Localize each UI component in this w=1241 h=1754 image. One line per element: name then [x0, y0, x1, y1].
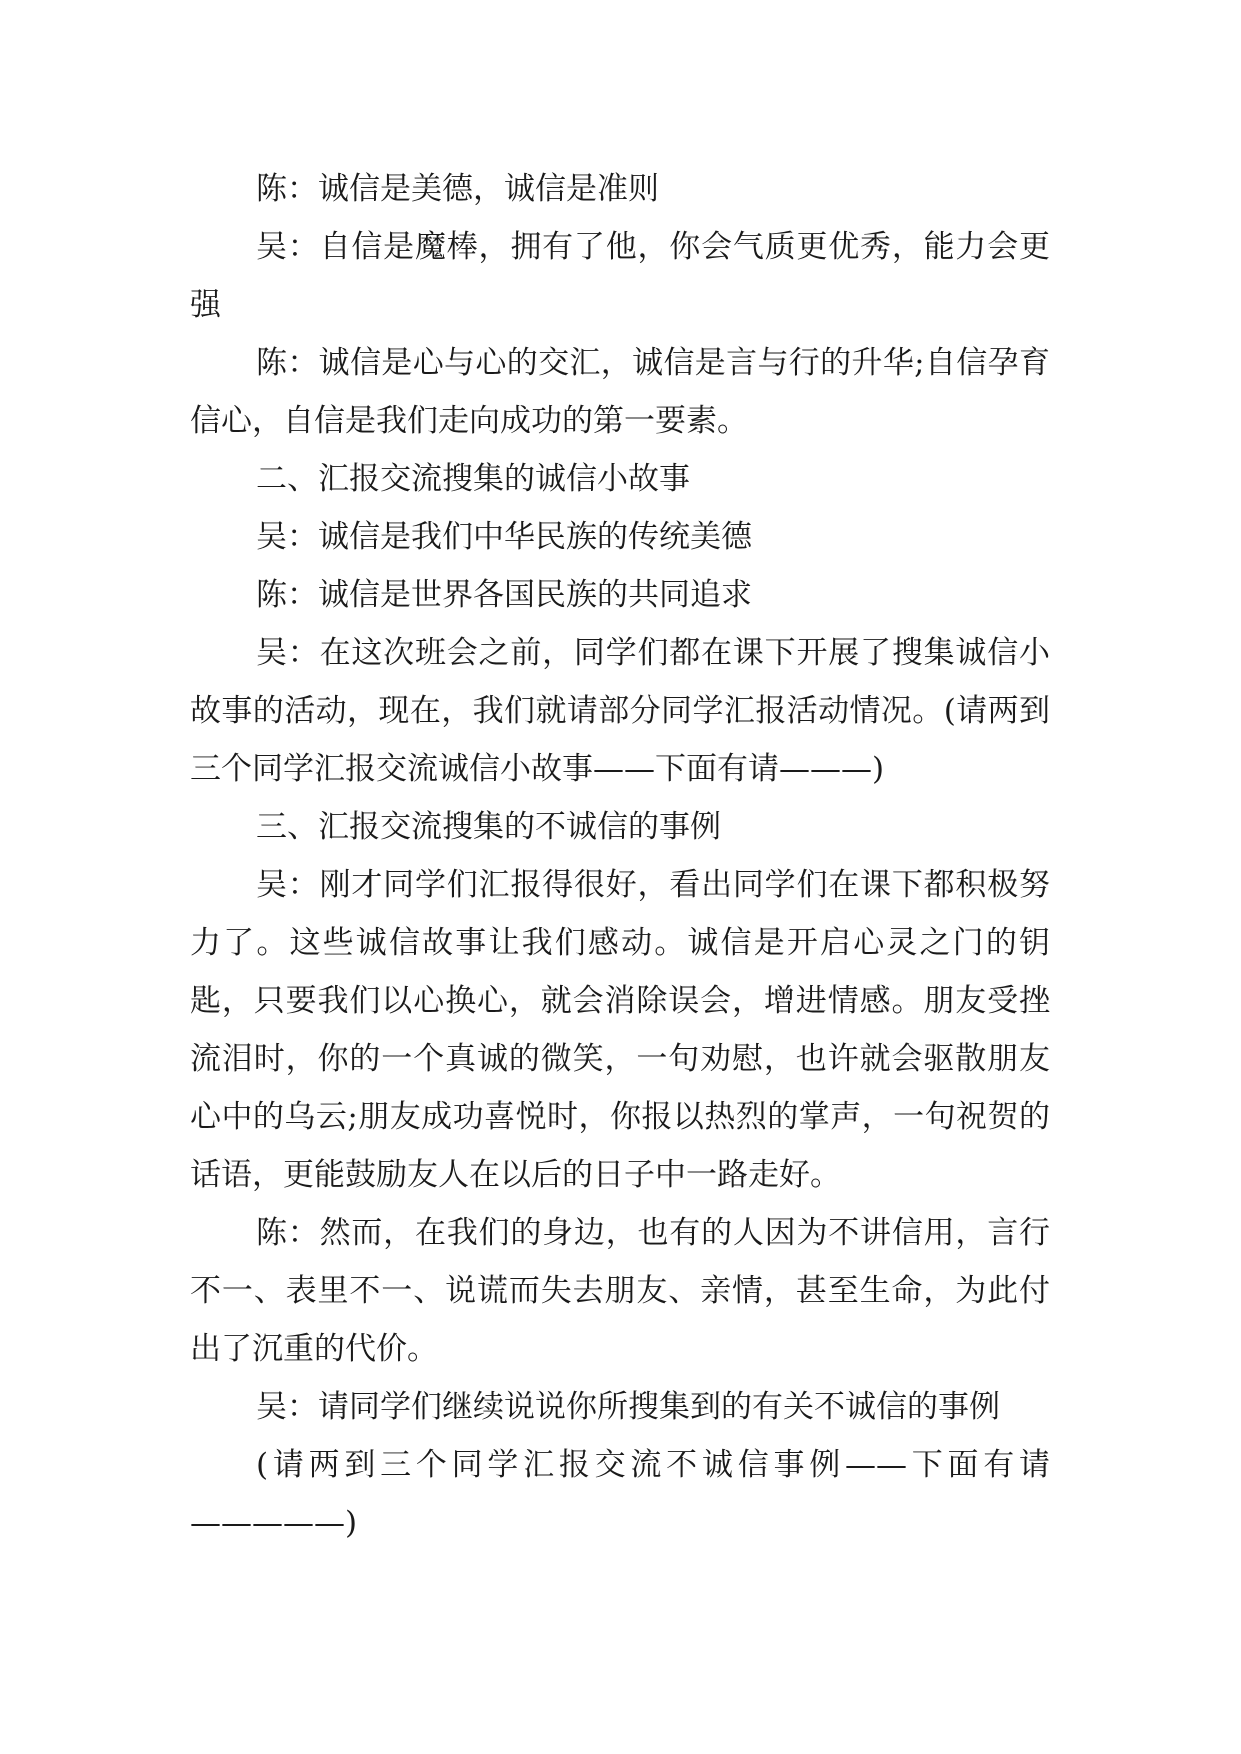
paragraph: (请两到三个同学汇报交流不诚信事例——下面有请—————) — [190, 1447, 1050, 1541]
paragraph: 吴：在这次班会之前，同学们都在课下开展了搜集诚信小故事的活动，现在，我们就请部分同学汇报活动情况。(请两到三个同学汇报交流诚信小故事——下面有请———) — [190, 635, 1050, 787]
paragraph: 陈：诚信是美德，诚信是准则 — [256, 171, 659, 207]
document-body — [190, 160, 1050, 1552]
paragraph: 陈：诚信是世界各国民族的共同追求 — [256, 577, 752, 613]
paragraph: 吴：诚信是我们中华民族的传统美德 — [256, 519, 752, 555]
section-heading: 二、汇报交流搜集的诚信小故事 — [256, 461, 690, 497]
paragraph: 吴：刚才同学们汇报得很好，看出同学们在课下都积极努力了。这些诚信故事让我们感动。诚信是开启心灵之门的钥匙，只要我们以心换心，就会消除误会，增进情感。朋友受挫流泪时，你的一个真诚的微笑，一句劝慰，也许就会驱散朋友心中的乌云;朋友成功喜悦时，你报以热烈的掌声，一句祝贺的话语，更能鼓励友人在以后的日子中一路走好。 — [190, 867, 1050, 1193]
paragraph: 陈：诚信是心与心的交汇，诚信是言与行的升华;自信孕育信心，自信是我们走向成功的第一要素。 — [190, 345, 1050, 439]
paragraph: 吴：自信是魔棒，拥有了他，你会气质更优秀，能力会更强 — [190, 229, 1050, 323]
paragraph: 吴：请同学们继续说说你所搜集到的有关不诚信的事例 — [256, 1389, 1000, 1425]
section-heading: 三、汇报交流搜集的不诚信的事例 — [256, 809, 721, 845]
paragraph: 陈：然而，在我们的身边，也有的人因为不讲信用，言行不一、表里不一、说谎而失去朋友、亲情，甚至生命，为此付出了沉重的代价。 — [190, 1215, 1050, 1367]
